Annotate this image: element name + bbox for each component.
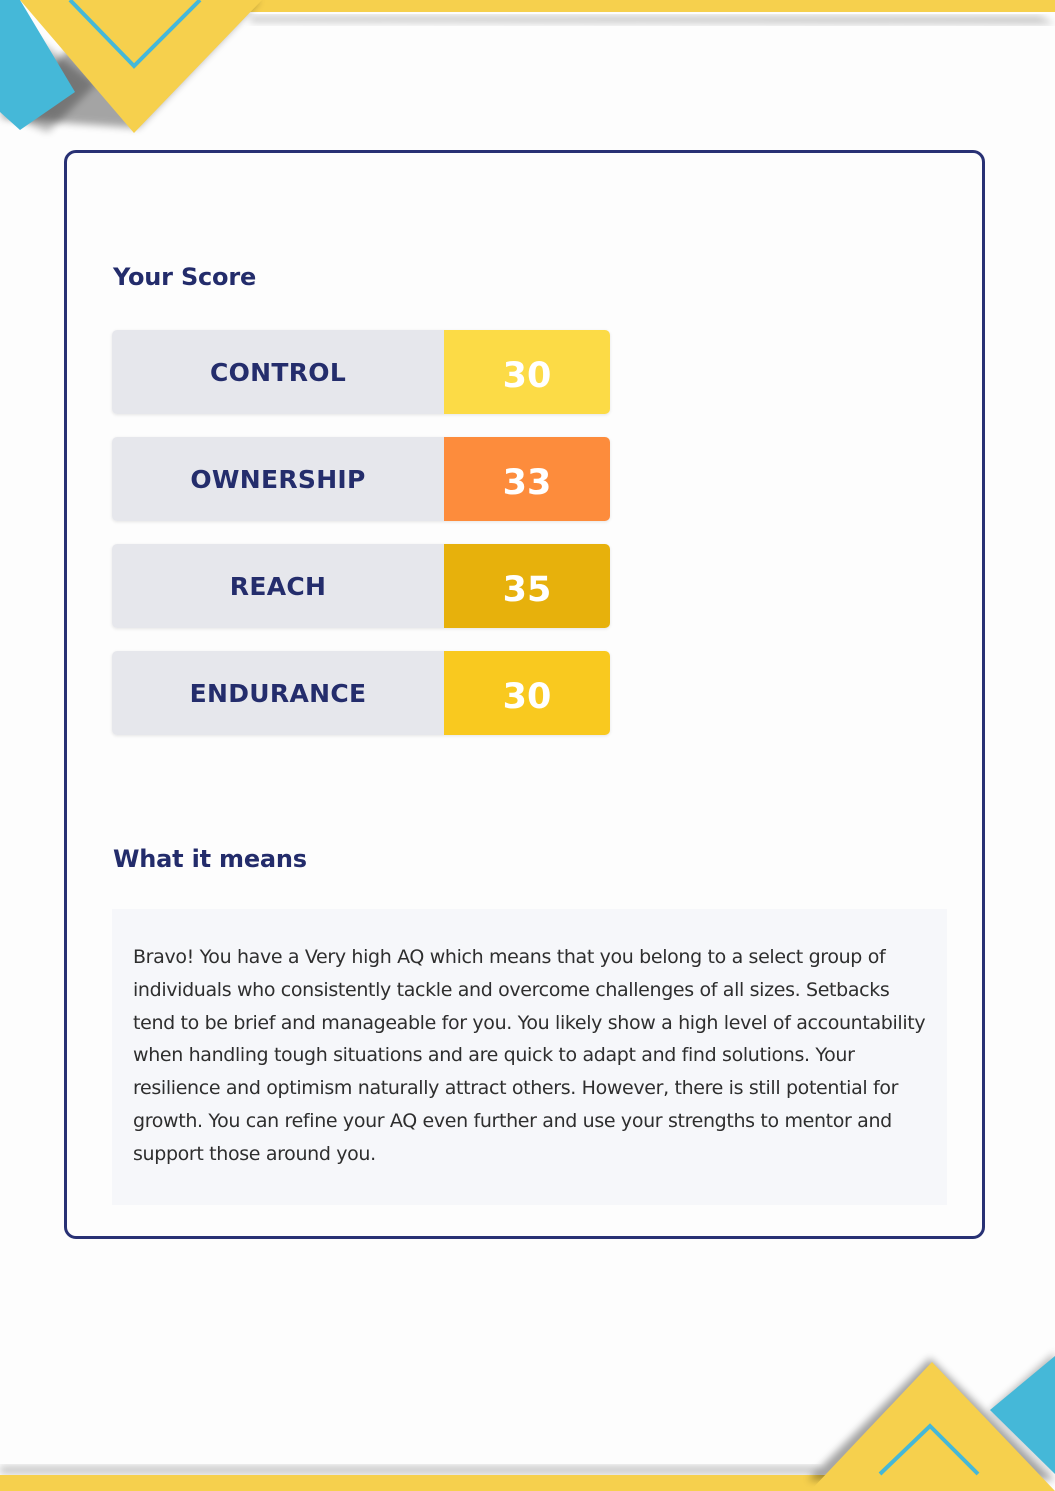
score-label: CONTROL xyxy=(112,330,444,414)
score-row-ownership xyxy=(112,437,610,521)
score-label: REACH xyxy=(112,544,444,628)
top-left-corner-decoration xyxy=(0,0,262,133)
score-value: 30 xyxy=(444,330,610,414)
your-score-heading: Your Score xyxy=(113,263,257,291)
what-it-means-heading: What it means xyxy=(113,845,307,873)
meaning-text: Bravo! You have a Very high AQ which means that you belong to a select group of individuals who consistently tackle and overcome challenges of all sizes. Setbacks tend to be brief and manageable for you. You likely show a high level of accountability when handling tough situations and are quick to adapt and find solutions. Your resilience and optimism naturally attract others. However, there is still potential for growth. You can refine your AQ even further and use your strengths to mentor and support those around you. xyxy=(133,946,926,1165)
bottom-stripe xyxy=(0,1466,830,1491)
score-row-control xyxy=(112,330,610,414)
bottom-right-corner-decoration xyxy=(808,1352,1055,1491)
score-row-endurance xyxy=(112,651,610,735)
score-row-reach xyxy=(112,544,610,628)
score-value: 33 xyxy=(444,437,610,521)
score-label: ENDURANCE xyxy=(112,651,444,735)
score-value: 30 xyxy=(444,651,610,735)
results-card xyxy=(64,150,985,1239)
top-stripe xyxy=(240,0,1055,24)
meaning-panel xyxy=(112,909,947,1205)
score-label: OWNERSHIP xyxy=(112,437,444,521)
score-value: 35 xyxy=(444,544,610,628)
score-list xyxy=(112,330,610,758)
